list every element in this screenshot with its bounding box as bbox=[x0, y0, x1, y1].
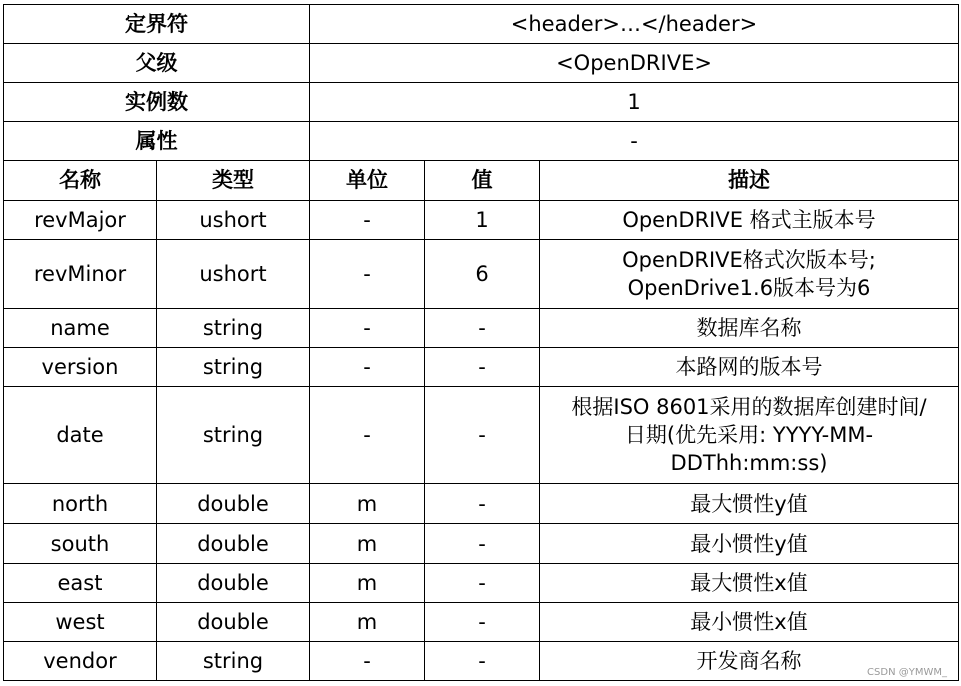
delimiter-row bbox=[4, 5, 959, 44]
table-row bbox=[4, 641, 959, 680]
attr-name-cell: version bbox=[4, 347, 157, 386]
attr-description-cell bbox=[540, 200, 959, 239]
table-row bbox=[4, 484, 959, 524]
attr-type-cell: string bbox=[157, 347, 310, 386]
attr-value-cell: - bbox=[425, 347, 540, 386]
delimiter-label: 定界符 bbox=[4, 5, 310, 44]
description-line: OpenDRIVE 格式主版本号 bbox=[622, 207, 876, 232]
attr-name-cell: date bbox=[4, 387, 157, 484]
column-header-unit: 单位 bbox=[310, 161, 425, 200]
attributes-row bbox=[4, 122, 959, 161]
description-line: 日期(优先采用: YYYY-MM- bbox=[624, 423, 874, 448]
header-spec-table bbox=[3, 4, 959, 681]
table-row bbox=[4, 602, 959, 641]
column-header-row bbox=[4, 161, 959, 200]
attr-type-cell: double bbox=[157, 602, 310, 641]
attr-value-cell: - bbox=[425, 308, 540, 347]
description-line: OpenDRIVE格式次版本号; bbox=[622, 247, 876, 272]
attr-value-cell: - bbox=[425, 387, 540, 484]
description-line: 最大惯性x值 bbox=[690, 570, 808, 595]
attr-value-cell: - bbox=[425, 484, 540, 524]
attr-value-cell: - bbox=[425, 602, 540, 641]
attr-type-cell: string bbox=[157, 387, 310, 484]
attr-name-cell: north bbox=[4, 484, 157, 524]
description-line: 根据ISO 8601采用的数据库创建时间/ bbox=[571, 395, 927, 420]
description-line: DDThh:mm:ss) bbox=[670, 451, 828, 476]
column-header-type: 类型 bbox=[157, 161, 310, 200]
attr-type-cell: double bbox=[157, 484, 310, 524]
attr-unit-cell: - bbox=[310, 347, 425, 386]
column-header-description: 描述 bbox=[540, 161, 959, 200]
description-line: 最小惯性x值 bbox=[690, 609, 808, 634]
attr-type-cell: ushort bbox=[157, 239, 310, 308]
attr-type-cell: string bbox=[157, 641, 310, 680]
attr-value-cell: - bbox=[425, 524, 540, 563]
attr-description-cell bbox=[540, 563, 959, 602]
table-row bbox=[4, 308, 959, 347]
table-row bbox=[4, 239, 959, 308]
instances-row bbox=[4, 83, 959, 122]
column-header-value: 值 bbox=[425, 161, 540, 200]
attr-unit-cell: - bbox=[310, 200, 425, 239]
table-row bbox=[4, 563, 959, 602]
table-row bbox=[4, 200, 959, 239]
column-header-name: 名称 bbox=[4, 161, 157, 200]
description-line: 开发商名称 bbox=[696, 648, 802, 673]
attr-name-cell: revMinor bbox=[4, 239, 157, 308]
attr-description-cell bbox=[540, 347, 959, 386]
attributes-label: 属性 bbox=[4, 122, 310, 161]
attr-name-cell: east bbox=[4, 563, 157, 602]
attr-description-cell bbox=[540, 387, 959, 484]
attr-description-cell bbox=[540, 308, 959, 347]
description-line: OpenDrive1.6版本号为6 bbox=[627, 275, 871, 300]
attr-description-cell bbox=[540, 602, 959, 641]
attr-unit-cell: - bbox=[310, 641, 425, 680]
attr-unit-cell: m bbox=[310, 563, 425, 602]
attr-name-cell: south bbox=[4, 524, 157, 563]
attr-unit-cell: m bbox=[310, 524, 425, 563]
attr-name-cell: vendor bbox=[4, 641, 157, 680]
attr-unit-cell: m bbox=[310, 602, 425, 641]
description-line: 最小惯性y值 bbox=[690, 531, 808, 556]
attr-description-cell bbox=[540, 524, 959, 563]
attr-name-cell: west bbox=[4, 602, 157, 641]
watermark: CSDN @YMWM_ bbox=[867, 667, 947, 678]
table-row bbox=[4, 347, 959, 386]
attr-description-cell bbox=[540, 239, 959, 308]
attr-description-cell bbox=[540, 484, 959, 524]
attr-unit-cell: - bbox=[310, 387, 425, 484]
table-row bbox=[4, 524, 959, 563]
description-line: 最大惯性y值 bbox=[690, 491, 808, 516]
table-row bbox=[4, 387, 959, 484]
attr-name-cell: revMajor bbox=[4, 200, 157, 239]
attr-value-cell: 6 bbox=[425, 239, 540, 308]
attr-type-cell: ushort bbox=[157, 200, 310, 239]
attr-type-cell: double bbox=[157, 563, 310, 602]
attr-unit-cell: - bbox=[310, 239, 425, 308]
delimiter-value: <header>…</header> bbox=[310, 5, 959, 44]
attributes-value: - bbox=[310, 122, 959, 161]
attr-unit-cell: - bbox=[310, 308, 425, 347]
attr-value-cell: 1 bbox=[425, 200, 540, 239]
instances-value: 1 bbox=[310, 83, 959, 122]
attr-name-cell: name bbox=[4, 308, 157, 347]
description-line: 本路网的版本号 bbox=[675, 355, 823, 380]
attr-value-cell: - bbox=[425, 563, 540, 602]
parent-label: 父级 bbox=[4, 44, 310, 83]
parent-value: <OpenDRIVE> bbox=[310, 44, 959, 83]
instances-label: 实例数 bbox=[4, 83, 310, 122]
description-line: 数据库名称 bbox=[696, 315, 802, 340]
attr-type-cell: string bbox=[157, 308, 310, 347]
parent-row bbox=[4, 44, 959, 83]
attr-unit-cell: m bbox=[310, 484, 425, 524]
attr-value-cell: - bbox=[425, 641, 540, 680]
attr-type-cell: double bbox=[157, 524, 310, 563]
